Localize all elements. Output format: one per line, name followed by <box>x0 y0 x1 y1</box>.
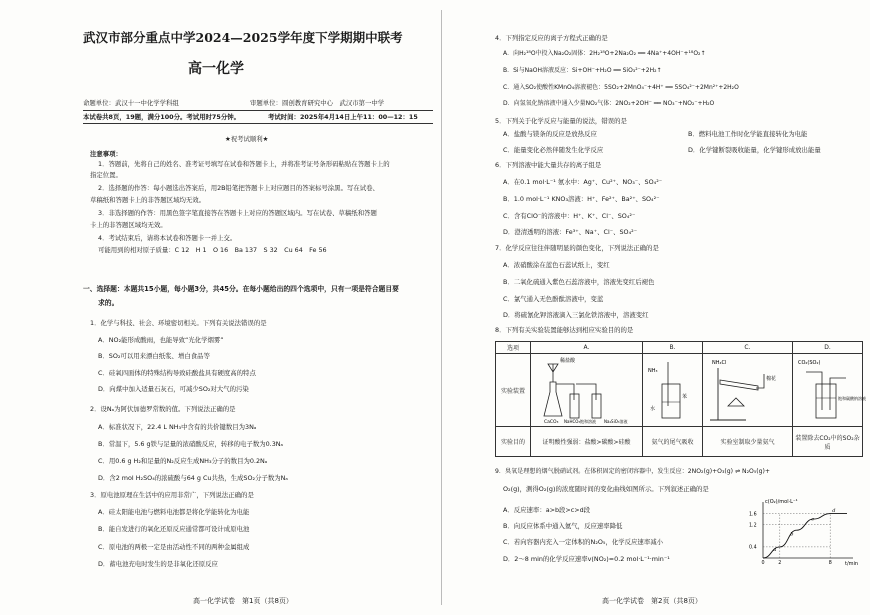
apparatus-c <box>702 354 792 427</box>
label: 水 <box>650 406 656 412</box>
row-label: 实验目的 <box>496 427 531 457</box>
exam-title: 武汉市部分重点中学2024—2025学年度下学期期中联考 <box>83 30 403 45</box>
option: D．含2 mol H₂SO₄的浓硫酸与64 g Cu共热，生成SO₂分子数为Nₐ <box>98 474 288 482</box>
option: D．蓄电池充电时发生的是非氧化还原反应 <box>98 560 218 568</box>
y-tick-label: 0.4 <box>749 545 757 551</box>
option: D．澄清透明的溶液：Fe³⁺、Na⁺、Cl⁻、SO₄²⁻ <box>503 228 638 236</box>
option: C．原电池的两极一定是由活动性不同的两种金属组成 <box>98 543 250 551</box>
curve-point-label: c <box>811 516 815 523</box>
option: A．反应速率：a>b段>c>d段 <box>503 506 591 514</box>
page-footer: 高一化学试卷 第2页（共8页） <box>602 597 702 605</box>
x-tick-label: 0 <box>761 561 765 566</box>
subject-title: 高一化学 <box>188 61 244 77</box>
chart-ylabel: c(O₂)/mol·L⁻¹ <box>765 499 798 505</box>
option: C．含有ClO⁻的溶液中：H⁺、K⁺、Cl⁻、SO₄²⁻ <box>503 212 636 220</box>
label: Na₂SiO₃溶液 <box>604 419 628 424</box>
apparatus-b-drawing <box>646 354 698 424</box>
note-line: 1．答题前，先将自己的姓名、准考证号填写在试卷和答题卡上，并将准考证号条形码粘贴在答题卡上的 <box>98 160 390 168</box>
purpose-cell: 氨气的尾气吸收 <box>642 427 702 457</box>
note-line: 指定位置。 <box>90 171 122 179</box>
option: B．二氧化硫通入紫色石蕊溶液中，溶液先变红后褪色 <box>503 278 655 286</box>
apparatus-d <box>792 354 867 427</box>
page-two <box>445 0 870 615</box>
option: B．1.0 mol·L⁻¹ KNO₃溶液：H⁺、Fe²⁺、Ba²⁺、SO₄²⁻ <box>503 195 660 203</box>
table-header-cell: D. <box>792 342 862 354</box>
curve-point-label: a <box>773 546 777 553</box>
label: CO₂(SO₂) <box>798 360 821 366</box>
option: A．向H₂¹⁸O中投入Na₂O₂固体：2H₂¹⁸O+2Na₂O₂ ══ 4Na⁺+4OH⁻+¹⁸O₂↑ <box>503 50 706 57</box>
experiment-table <box>495 341 867 457</box>
secret-mark: ★祝考试顺利★ <box>225 135 269 143</box>
option: A．NO₂能形成酸雨，也能导致“光化学烟雾” <box>98 336 224 344</box>
y-tick-label: 1.6 <box>749 512 757 518</box>
option: C．若向容器内充入一定体积的N₂O₅，化学反应速率减小 <box>503 538 663 546</box>
question-stem: 3．原电池原理在生活中的应用非常广，下列说法正确的是 <box>90 491 254 499</box>
x-tick-label: 8 <box>828 561 832 566</box>
label: 稀盐酸 <box>560 358 576 364</box>
author-line: 命题单位：武汉十一中化学学科组 <box>83 99 179 107</box>
time-line: 考试时间：2025年4月14日上午11：00—12：15 <box>268 113 418 121</box>
reviewer-line: 审题单位：圆创教育研究中心 武汉市第一中学 <box>250 99 385 107</box>
option: A．盐酸与镁条的反应是放热反应 <box>503 130 597 138</box>
label: NH₄Cl <box>712 360 727 366</box>
option: B．能自发进行的氧化还原反应通常都可设计成原电池 <box>98 525 250 533</box>
section-one-heading: 一、选择题：本题共15小题，每小题3分，共45分。在每小题给出的四个选项中，只有一项是符合题目要 <box>83 285 399 293</box>
label: 棉花 <box>766 376 777 382</box>
page-divider <box>441 10 442 605</box>
apparatus-a-drawing <box>534 354 638 424</box>
option: A．硅太阳能电池与燃料电池都是将化学能转化为电能 <box>98 508 250 516</box>
page-footer: 高一化学试卷 第1页（共8页） <box>193 597 293 605</box>
table-header-cell: 选项 <box>496 342 531 354</box>
label: NaHCO₃饱和溶液 <box>564 419 597 424</box>
question-stem: 4．下列指定反应的离子方程式正确的是 <box>495 34 608 42</box>
chart-xlabel: t/min <box>845 561 859 567</box>
apparatus-d-drawing <box>796 354 867 424</box>
option: D．向煤中加入适量石灰石，可减少SO₂对大气的污染 <box>98 385 249 393</box>
notes-header: 注意事项： <box>90 150 122 158</box>
header-rule-2 <box>83 123 433 124</box>
option: D．2～8 min的化学反应速率v(NO₂)=0.2 mol·L⁻¹·min⁻¹ <box>503 555 670 563</box>
note-line: 3．非选择题的作答：用黑色签字笔直接答在答题卡上对应的答题区域内。写在试卷、草稿纸和答题 <box>98 209 377 217</box>
apparatus-c-drawing <box>706 354 788 424</box>
note-line: 草稿纸和答题卡上的非答题区域均无效。 <box>90 196 206 204</box>
table-header-cell: C. <box>702 342 792 354</box>
option: D．向氢氧化钠溶液中通入少量NO₂气体：2NO₂+2OH⁻ ══ NO₃⁻+NO₂⁻+H₂O <box>503 100 715 107</box>
label: CaCO₃ <box>544 420 559 425</box>
question-stem: 8．下列有关实验装置能够达到相应实验目的的是 <box>495 326 634 334</box>
question-stem-cont: O₂(g)，测得O₂(g)的浓度随时间的变化曲线如图所示。下列叙述正确的是 <box>503 485 709 493</box>
option: B．Si与NaOH溶液反应：Si+OH⁻+H₂O ══ SiO₃²⁻+2H₂↑ <box>503 67 662 74</box>
option: C．用0.6 g H₂和足量的N₂反应生成NH₃分子的数目为0.2Nₐ <box>98 457 268 465</box>
option: D．化学键断裂吸收能量，化学键形成放出能量 <box>688 146 821 154</box>
curve-point-label: d <box>832 508 836 515</box>
question-stem: 5．下列关于化学反应与能量的说法，错误的是 <box>495 117 627 125</box>
question-stem: 2．设Nₐ为阿伏加德罗常数的值。下列说法正确的是 <box>90 405 236 413</box>
note-line: 2．选择题的作答：每小题选出答案后，用2B铅笔把答题卡上对应题目的答案标号涂黑。写在试卷、 <box>98 184 379 192</box>
note-line: 4．考试结束后，请将本试卷和答题卡一并上交。 <box>98 234 237 242</box>
label: 饱和碳酸钠溶液 <box>838 396 867 401</box>
question-stem: 6．下列溶液中能大量共存的离子组是 <box>495 161 602 169</box>
option: B．燃料电池工作时化学能直接转化为电能 <box>688 130 808 138</box>
table-header-cell: A. <box>531 342 643 354</box>
label: NH₃ <box>648 368 658 374</box>
option: C．通入SO₂使酸性KMnO₄溶液褪色：5SO₂+2MnO₄⁻+4H⁺ ══ 5SO₄²⁻+2Mn²⁺+2H₂O <box>503 84 739 91</box>
curve-point-label: b <box>790 531 794 538</box>
concentration-chart <box>735 496 865 568</box>
option: C．硅氧四面体的特殊结构导致硅酸盐具有硬度高的特点 <box>98 369 256 377</box>
option: B．SO₂可以用来漂白纸浆、增白食品等 <box>98 352 210 360</box>
x-tick-label: 2 <box>778 561 782 566</box>
question-stem: 7．化学反应往往伴随明显的颜色变化，下列说法正确的是 <box>495 244 659 252</box>
question-stem: 9．臭氧是理想的烟气脱硝试剂。在体积固定的密闭容器中，发生反应：2NO₂(g)+O₃(g) ⇌ N₂O₅(g)+ <box>495 468 770 475</box>
apparatus-a <box>531 354 643 427</box>
note-line: 卡上的非答题区域均无效。 <box>90 221 167 229</box>
option: A．在0.1 mol·L⁻¹ 氨水中：Ag⁺、Cu²⁺、NO₃⁻、SO₄²⁻ <box>503 178 663 186</box>
option: C．能量变化必然伴随发生化学反应 <box>503 146 604 154</box>
label: 苯 <box>682 394 688 400</box>
option: B．向反应体系中通入氦气，反应速率降低 <box>503 522 623 530</box>
apparatus-b <box>642 354 702 427</box>
option: B．常温下，5.6 g铁与足量的浓硝酸反应，转移的电子数为0.3Nₐ <box>98 440 284 448</box>
info-line: 本试卷共8页，19题，满分100分。考试用时75分钟。 <box>83 113 240 121</box>
option: D．将硫氰化钾溶液滴入三氯化铁溶液中，溶液变红 <box>503 311 649 319</box>
question-stem: 1．化学与科技、社会、环境密切相关。下列有关说法错误的是 <box>90 319 267 327</box>
header-rule <box>83 110 433 111</box>
y-tick-label: 1.2 <box>749 523 757 529</box>
purpose-cell: 证明酸性强弱：盐酸>碳酸>硅酸 <box>531 427 643 457</box>
table-header-cell: B. <box>642 342 702 354</box>
option: C．氯气通入无色酚酞溶液中，变蓝 <box>503 295 604 303</box>
atomic-mass-line: 可能用到的相对原子质量：C 12 H 1 O 16 Ba 137 S 32 Cu 64 Fe 56 <box>98 246 327 254</box>
section-one-heading-cont: 求的。 <box>98 299 119 307</box>
option: A．标准状况下，22.4 L NH₃中含有的共价键数目为3Nₐ <box>98 423 257 431</box>
purpose-cell: 装置除去CO₂中的SO₂杂质 <box>792 427 862 457</box>
option: A．浓硝酸涂在蓝色石蕊试纸上，变红 <box>503 261 610 269</box>
chart-axes <box>763 502 853 558</box>
purpose-cell: 实验室制取少量氨气 <box>702 427 792 457</box>
row-label: 实验装置 <box>496 354 531 427</box>
